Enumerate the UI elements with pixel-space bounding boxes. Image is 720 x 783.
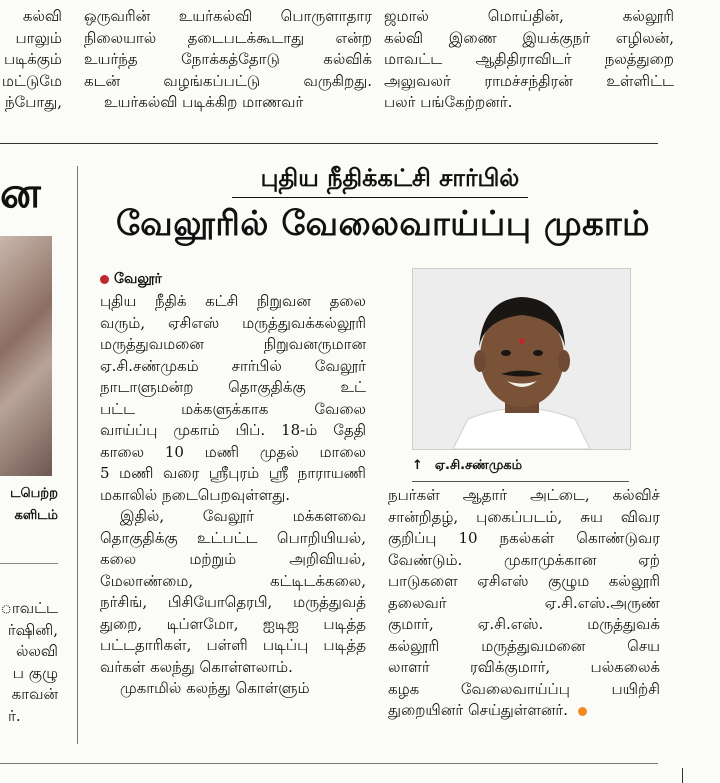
- text-line: குமார், ஏ.சி.எஸ். மருத்துவக்: [388, 615, 660, 633]
- final-line-text: துறையினர் செய்துள்ளனர்.: [388, 701, 569, 719]
- text-line: காலை 10 மணி முதல் மாலை: [100, 442, 366, 461]
- article-dateline: [100, 271, 162, 289]
- text-line: கல்வி இணை இயக்குநர் எழிலன்,: [384, 28, 674, 47]
- end-mark-icon: [578, 707, 587, 716]
- top-middle-column: [84, 6, 372, 114]
- article-column-2: [388, 485, 660, 722]
- text-line: மேலாண்மை, கட்டிடக்கலை,: [100, 571, 366, 590]
- text-line: வாய்ப்பு முகாம் பிப். 18-ம் தேதி: [100, 421, 366, 439]
- portrait-photo: [412, 268, 631, 450]
- kicker-underline: [232, 197, 528, 198]
- text-line: காவன்: [11, 685, 58, 703]
- caption-divider: [412, 481, 629, 482]
- text-line: வேண்டும். முகாமுக்கான ஏற்: [388, 550, 660, 569]
- text-line: பலர் பங்கேற்றனர்.: [384, 93, 513, 111]
- left-story-photo: [0, 236, 52, 476]
- text-line: தொகுதிக்கு உட்பட்ட பொறியியல்,: [100, 528, 366, 547]
- text-line: கடன் வழங்கப்பட்டு வருகிறது.: [84, 71, 372, 90]
- text-line: பாடுகளை ஏசிஎஸ் குழும கல்லூரி: [388, 572, 660, 590]
- text-line: கல்லூரி மருத்துவமனை செய: [388, 636, 660, 655]
- text-line: ர்ஷினி,: [7, 620, 58, 639]
- text-line: நிலையால் தடைபடக்கூடாது என்ற: [84, 28, 372, 47]
- text-line: சான்றிதழ், புகைப்படம், சுய விவர: [388, 507, 660, 526]
- text-line: அலுவலர் ராமச்சந்திரன் உள்ளிட்ட: [384, 71, 674, 90]
- text-line: ந்போது,: [4, 93, 62, 111]
- text-line: கலை மற்றும் அறிவியல்,: [100, 550, 366, 568]
- text-line: நாடாளுமன்ற தொகுதிக்கு உட்: [100, 378, 366, 396]
- article-headline: வேலூரில் வேலைவாய்ப்பு முகாம்: [116, 204, 650, 244]
- column-divider: [77, 166, 78, 744]
- text-line: உயர்ந்த நோக்கத்தோடு கல்விக்: [84, 50, 372, 68]
- left-story-body: [0, 598, 58, 727]
- text-line: ல்லவி: [16, 642, 58, 660]
- article-kicker: புதிய நீதிக்கட்சி சார்பில்: [260, 164, 520, 192]
- caption-line: களிடம்: [14, 508, 58, 523]
- text-line: இதில், வேலூர் மக்களவை: [120, 507, 366, 525]
- text-line: ப குழு: [12, 663, 58, 682]
- text-line: வரும், ஏசிஎஸ் மருத்துவக்கல்லூரி: [100, 313, 366, 332]
- text-line: ர்.: [8, 706, 21, 725]
- text-line: நபர்கள் ஆதார் அட்டை, கல்விச்: [388, 486, 660, 504]
- text-line: பட்டதாரிகள், பள்ளி படிப்பு படித்த: [100, 636, 366, 654]
- text-line: குறிப்பு 10 நகல்கள் கொண்டுவர: [388, 529, 660, 547]
- text-line: மாவட்ட ஆதிதிராவிடர் நலத்துறை: [384, 50, 674, 68]
- text-line: 5 மணி வரை ஸ்ரீபுரம் ஸ்ரீ நாராயணி: [100, 464, 366, 482]
- portrait-illustration: [413, 269, 630, 449]
- text-line: வர்கள் கலந்து கொள்ளலாம்.: [100, 657, 293, 676]
- text-line: கழக வேலைவாய்ப்பு பயிற்சி: [388, 679, 660, 698]
- dateline-text: வேலூர்: [114, 271, 162, 287]
- left-story-caption: [0, 486, 58, 524]
- text-line: துறை, டிப்ளமோ, ஐடிஐ படித்த: [100, 614, 366, 633]
- dateline-dot-icon: [100, 275, 109, 284]
- left-story-headline: ன: [0, 168, 41, 217]
- photo-caption-text: ஏ.சி.சண்முகம்: [434, 458, 523, 473]
- text-line: [388, 700, 660, 722]
- text-line: பட்ட மக்களுக்காக வேலை: [100, 399, 366, 418]
- bottom-divider: [0, 763, 658, 764]
- text-line: மகாலில் நடைபெறவுள்ளது.: [100, 485, 291, 504]
- text-line: ாவட்ட: [0, 599, 58, 617]
- text-line: தலைவர் ஏ.சி.எஸ்.அருண்: [388, 593, 660, 612]
- text-line: உயர்கல்வி படிக்கிற மாணவர்: [104, 93, 304, 111]
- arrow-up-icon: ↑: [412, 458, 423, 473]
- left-caption-divider: [0, 563, 58, 564]
- section-divider: [0, 143, 658, 144]
- text-line: மருத்துவமனை நிறுவனருமான: [100, 335, 366, 353]
- top-right-column: [384, 6, 674, 114]
- text-line: கல்வி: [22, 7, 62, 25]
- text-line: முகாமில் கலந்து கொள்ளும்: [120, 679, 310, 697]
- text-line: புதிய நீதிக் கட்சி நிறுவன தலை: [100, 292, 366, 310]
- text-line: ஏ.சி.சண்முகம் சார்பில் வேலூர்: [100, 356, 366, 375]
- caption-line: டபெற்ற: [10, 486, 58, 501]
- text-line: நர்சிங், பிசியோதெரபி, மருத்துவத்: [100, 593, 366, 611]
- text-line: படிக்கும்: [3, 50, 62, 68]
- page-edge-tick: [682, 768, 683, 783]
- top-left-column: [0, 6, 62, 114]
- text-line: ஒருவரின் உயர்கல்வி பொருளாதார: [84, 7, 372, 25]
- text-line: மட்டுமே: [1, 71, 62, 90]
- text-line: பாலும்: [15, 28, 62, 47]
- text-line: ஜமால் மொய்தின், கல்லூரி: [384, 7, 674, 25]
- article-column-1: [100, 291, 366, 700]
- photo-caption: [412, 458, 522, 474]
- text-line: லாளர் ரவிக்குமார், பல்கலைக்: [388, 658, 660, 676]
